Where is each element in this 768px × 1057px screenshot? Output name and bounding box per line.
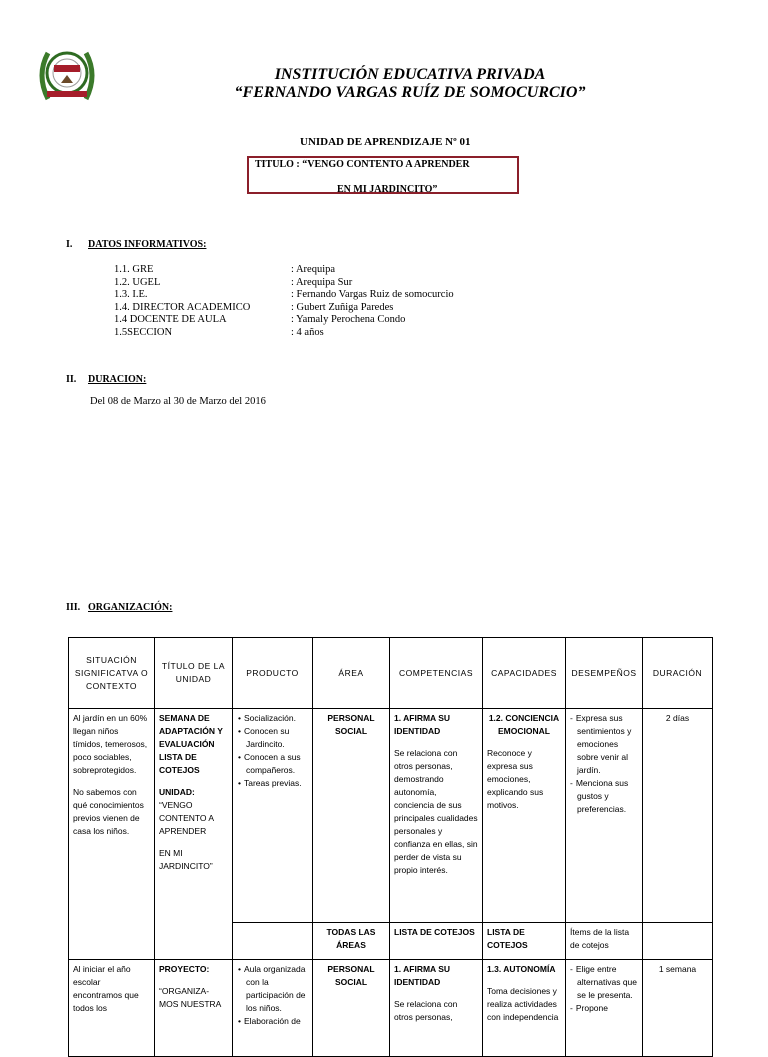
capacity-cell: [483, 709, 566, 923]
info-row: [114, 302, 454, 315]
table-row: [69, 709, 713, 923]
product-item: • Conocen su Jardincito.: [246, 725, 308, 751]
capacity-cell: LISTA DE COTEJOS: [483, 923, 566, 960]
titulo-line1: TITULO : “VENGO CONTENTO A APRENDER: [255, 159, 470, 170]
context-text: Al jardín en un 60% llegan niños tímidos, temerosos, poco sociables, sobreprotegidos.: [73, 713, 148, 775]
school-crest-logo: [34, 45, 100, 105]
info-key: 1.1. GRE: [114, 264, 154, 275]
section-number: III.: [66, 602, 81, 613]
info-row: [114, 289, 454, 302]
product-item: • Aula organizada con la participación de los niños.: [246, 963, 308, 1015]
capacity-text: Reconoce y expresa sus emociones, explicando sus motivos.: [487, 748, 544, 810]
info-value: : Gubert Zuñiga Paredes: [291, 301, 394, 313]
header-cell: DESEMPEÑOS: [566, 638, 643, 709]
organization-table: [68, 637, 713, 1057]
header-cell: SITUACIÓN SIGNIFICATVA O CONTEXTO: [69, 638, 155, 709]
info-value: : Arequipa Sur: [291, 276, 353, 288]
competence-title: 1. AFIRMA SU IDENTIDAD: [394, 964, 451, 987]
performance-cell: [566, 960, 643, 1057]
info-key: 1.5SECCION: [114, 326, 173, 338]
capacity-title: 1.2. CONCIENCIA EMOCIONAL: [488, 713, 560, 736]
product-item: • Conocen a sus compañeros.: [246, 751, 308, 777]
unit-title-text: PROYECTO:: [159, 964, 210, 974]
info-key: 1.4 DOCENTE DE AULA: [114, 314, 227, 325]
unit-title-text: “VENGO CONTENTO A APRENDER: [159, 800, 214, 836]
section-label: ORGANIZACIÓN:: [88, 602, 173, 613]
capacity-cell: [483, 960, 566, 1057]
info-key: 1.3. I.E.: [114, 289, 148, 300]
context-cell: Al iniciar el año escolar encontramos que todos los: [69, 960, 155, 1057]
competence-text: Se relaciona con otros personas, demostrando autonomía, conciencia de sus principales cualidades personales y confianza en ellas, sin perder de vista su propio interés.: [394, 748, 478, 875]
section-label: DURACION:: [88, 374, 147, 385]
competence-cell: [390, 709, 483, 923]
section-organizacion: [66, 602, 172, 613]
institution-name-line2: “FERNANDO VARGAS RUÍZ DE SOMOCURCIO”: [234, 84, 586, 101]
header-cell: COMPETENCIAS: [390, 638, 483, 709]
titulo-line2: EN MI JARDINCITO”: [337, 184, 438, 195]
section-duracion: [66, 374, 146, 385]
duration-text: Del 08 de Marzo al 30 de Marzo del 2016: [90, 396, 266, 407]
performance-item: - Expresa sus sentimientos y emociones sobre venir al jardín.: [577, 712, 638, 777]
capacity-title: 1.3. AUTONOMÍA: [487, 964, 556, 974]
performance-cell: Ítems de la lista de cotejos: [566, 923, 643, 960]
unit-title-box: [247, 156, 519, 194]
area-cell: PERSONAL SOCIAL: [313, 960, 390, 1057]
info-list: [114, 264, 454, 339]
institution-name-line1: INSTITUCIÓN EDUCATIVA PRIVADA: [274, 66, 546, 83]
capacity-text: Toma decisiones y realiza actividades con independencia: [487, 986, 559, 1022]
competence-cell: LISTA DE COTEJOS: [390, 923, 483, 960]
header-cell: DURACIÓN: [643, 638, 713, 709]
unit-title-text: EN MI JARDINCITO”: [159, 848, 213, 871]
info-row: [114, 264, 454, 277]
product-cell: [233, 960, 313, 1057]
info-key: 1.4. DIRECTOR ACADEMICO: [114, 301, 251, 313]
table-row: [69, 960, 713, 1057]
unit-title-text: “ORGANIZA-MOS NUESTRA: [159, 986, 222, 1009]
performance-cell: [566, 709, 643, 923]
context-text: No sabemos con qué conocimientos previos vienen de casa los niños.: [73, 787, 144, 836]
product-item: • Socialización.: [246, 712, 308, 725]
performance-item: - Elige entre alternativas que se le presenta.: [577, 963, 638, 1002]
info-key: 1.2. UGEL: [114, 276, 161, 288]
duration-cell: 2 días: [643, 709, 713, 923]
header-cell: TÍTULO DE LA UNIDAD: [155, 638, 233, 709]
duration-cell: [643, 923, 713, 960]
unit-label: UNIDAD:: [159, 787, 195, 797]
section-label: DATOS INFORMATIVOS:: [88, 239, 207, 250]
info-row: [114, 327, 454, 340]
duration-cell: 1 semana: [643, 960, 713, 1057]
header-cell: ÁREA: [313, 638, 390, 709]
product-cell: [233, 709, 313, 923]
unit-title-cell: [155, 709, 233, 960]
unit-title: UNIDAD DE APRENDIZAJE Nº 01: [300, 136, 471, 148]
info-row: [114, 277, 454, 290]
header-cell: PRODUCTO: [233, 638, 313, 709]
product-item: • Elaboración de: [246, 1015, 308, 1028]
unit-title-cell: [155, 960, 233, 1057]
competence-text: Se relaciona con otros personas,: [394, 999, 458, 1022]
info-value: : Fernando Vargas Ruiz de somocurcio: [291, 289, 454, 300]
competence-title: 1. AFIRMA SU IDENTIDAD: [394, 713, 451, 736]
area-cell: TODAS LAS ÁREAS: [313, 923, 390, 960]
product-cell: [233, 923, 313, 960]
unit-title-text: SEMANA DE ADAPTACIÓN Y EVALUACIÓN LISTA DE COTEJOS: [159, 713, 223, 775]
area-cell: PERSONAL SOCIAL: [313, 709, 390, 923]
section-number: II.: [66, 374, 77, 385]
section-number: I.: [66, 239, 73, 250]
info-row: [114, 314, 454, 327]
header-cell: CAPACIDADES: [483, 638, 566, 709]
table-header-row: [69, 638, 713, 709]
competence-cell: [390, 960, 483, 1057]
info-value: : Yamaly Perochena Condo: [291, 314, 406, 325]
product-item: • Tareas previas.: [246, 777, 308, 790]
info-value: : 4 años: [291, 326, 324, 338]
info-value: : Arequipa: [291, 264, 336, 275]
performance-item: - Menciona sus gustos y preferencias.: [577, 777, 638, 816]
section-datos-informativos: [66, 239, 206, 250]
performance-item: - Propone: [577, 1002, 638, 1015]
context-cell: [69, 709, 155, 960]
